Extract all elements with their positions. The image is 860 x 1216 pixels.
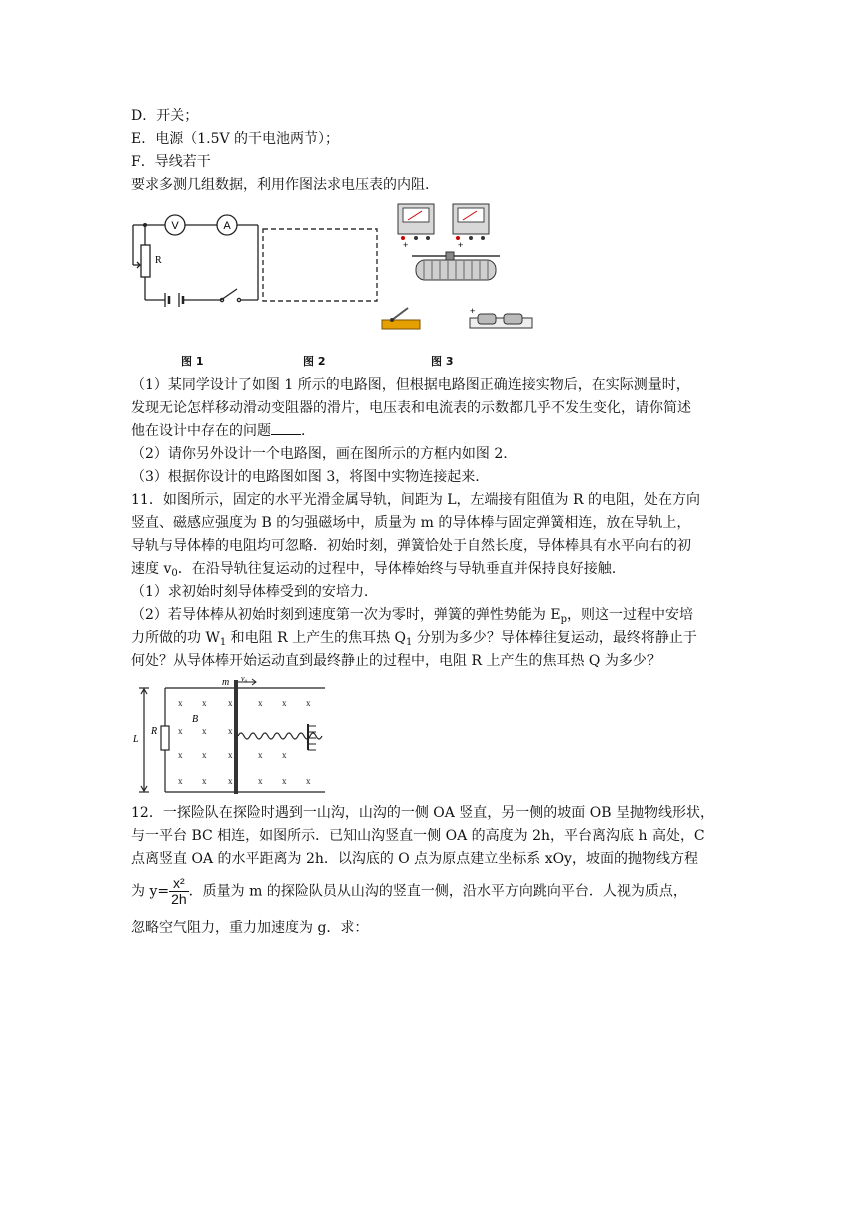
svg-text:x: x [306, 698, 311, 708]
voltmeter-label: V [171, 220, 179, 232]
fraction-numerator: x² [169, 876, 189, 892]
requirement-text: 要求多测几组数据，利用作图法求电压表的内阻. [131, 177, 430, 193]
fig3-label: 图 3 [431, 355, 454, 368]
figure-1-circuit [125, 203, 265, 308]
svg-text:x: x [258, 776, 263, 786]
svg-text:x: x [178, 726, 183, 736]
q11-part2-line1 [131, 606, 693, 629]
item-f: F．导线若干 [131, 154, 211, 170]
fig1-label: 图 1 [181, 355, 204, 368]
svg-text:x: x [228, 776, 233, 786]
q11-part2-line2 [131, 629, 697, 652]
q11-line2: 竖直、磁感应强度为 B 的匀强磁场中，质量为 m 的导体棒与固定弹簧相连，放在导轨上， [131, 515, 691, 531]
fig2-label: 图 2 [303, 355, 326, 368]
q11-line4-rest: ．在沿导轨往复运动的过程中，导体棒始终与导轨垂直并保持良好接触. [177, 561, 617, 577]
svg-text:x: x [258, 750, 263, 760]
q12-line4-rest: ．质量为 m 的探险队员从山沟的竖直一侧，沿水平方向跳向平台．人视为质点， [188, 883, 687, 900]
answer-blank[interactable] [271, 422, 301, 435]
q12-line4-text: 为 y= [131, 883, 170, 900]
q12-line3: 点离竖直 OA 的水平距离为 2h．以沟底的 O 点为原点建立坐标系 xOy，坡面的抛物线方程 [131, 851, 698, 867]
svg-text:x: x [258, 698, 263, 708]
q10-part1-end: . [301, 423, 306, 439]
battery-pack [470, 306, 532, 328]
q10-part1-text: 他在设计中存在的问题 [131, 423, 271, 439]
mass-label: m [222, 677, 230, 688]
q11-part2-text-a: （2）若导体棒从初始时刻到速度第一次为零时，弹簧的弹性势能为 E [131, 607, 561, 623]
width-label: L [133, 734, 139, 745]
svg-text:x: x [178, 750, 183, 760]
switch [382, 308, 420, 329]
q11-line3: 导轨与导体棒的电阻均可忽略．初始时刻，弹簧恰处于自然长度，导体棒具有水平向右的初 [131, 538, 691, 554]
q11-line4-text: 速度 v [131, 561, 172, 577]
q10-part1-line1: （1）某同学设计了如图 1 所示的电路图，但根据电路图正确连接实物后，在实际测量时， [131, 377, 690, 393]
item-e: E．电源（1.5V 的干电池两节）； [131, 131, 340, 147]
svg-text:x: x [178, 776, 183, 786]
svg-text:x: x [202, 698, 207, 708]
q12-line2: 与一平台 BC 相连，如图所示．已知山沟竖直一侧 OA 的高度为 2h，平台离沟底 h 高处，C [131, 828, 705, 844]
q11-part2-line2-a: 力所做的功 W [131, 630, 220, 646]
svg-text:x: x [202, 776, 207, 786]
item-d: D．开关； [131, 108, 199, 124]
q10-part3: （3）根据你设计的电路图如图 3，将图中实物连接起来. [131, 469, 480, 485]
q11-part2-sub-q: 1 [406, 637, 413, 648]
rail-spring-figure [130, 676, 330, 798]
svg-text:x: x [202, 726, 207, 736]
field-label: B [192, 714, 199, 725]
velocity-label: v₀ [241, 676, 248, 683]
ammeter-label: A [223, 220, 231, 232]
q12-line1: 12．一探险队在探险时遇到一山沟，山沟的一侧 OA 竖直，另一侧的坡面 OB 呈抛物线形状， [131, 805, 714, 821]
svg-text:x: x [282, 750, 287, 760]
q10-part2: （2）请你另外设计一个电路图，画在图所示的方框内如图 2. [131, 446, 508, 462]
svg-text:x: x [202, 750, 207, 760]
svg-text:+: + [470, 306, 476, 316]
svg-text:x: x [282, 698, 287, 708]
svg-text:x: x [178, 698, 183, 708]
svg-text:x: x [306, 776, 311, 786]
figure-2-dashed-box [262, 228, 380, 304]
svg-text:+: + [403, 240, 409, 250]
q10-part1-line3 [131, 422, 305, 440]
q12-line5: 忽略空气阻力，重力加速度为 g．求： [131, 920, 369, 936]
q11-part2-line2-b: 和电阻 R 上产生的焦耳热 Q [226, 630, 407, 646]
resistor-r-label: R [151, 726, 158, 737]
svg-text:+: + [458, 240, 464, 250]
resistor-label: R [155, 255, 162, 266]
q11-part2-text-b: ，则这一过程中安培 [566, 607, 693, 623]
ammeter-meter [453, 204, 489, 250]
q11-part2-sub-p: p [560, 614, 567, 625]
voltmeter-meter [398, 204, 434, 250]
fraction-denominator: 2h [171, 891, 187, 907]
q11-part2-line3: 何处？从导体棒开始运动直到最终静止的过程中，电阻 R 上产生的焦耳热 Q 为多少？ [131, 653, 661, 669]
svg-text:x: x [228, 698, 233, 708]
q11-part2-line2-c: 分别为多少？导体棒往复运动，最终将静止于 [412, 630, 697, 646]
q12-line4 [131, 876, 687, 907]
q11-line4-sub: 0 [171, 568, 178, 579]
parabola-fraction [169, 876, 189, 907]
svg-text:x: x [282, 776, 287, 786]
svg-text:x: x [228, 750, 233, 760]
q11-line4 [131, 560, 616, 583]
rheostat [412, 252, 500, 280]
figure-3-apparatus [378, 198, 536, 336]
svg-text:x: x [228, 726, 233, 736]
q11-part2-sub-w: 1 [219, 637, 227, 648]
q11-part1: （1）求初始时刻导体棒受到的安培力. [131, 584, 369, 600]
q10-part1-line2: 发现无论怎样移动滑动变阻器的滑片，电压表和电流表的示数都几乎不发生变化，请你简述 [131, 400, 691, 416]
q11-line1: 11．如图所示，固定的水平光滑金属导轨，间距为 L，左端接有阻值为 R 的电阻，处在方向 [131, 492, 701, 508]
